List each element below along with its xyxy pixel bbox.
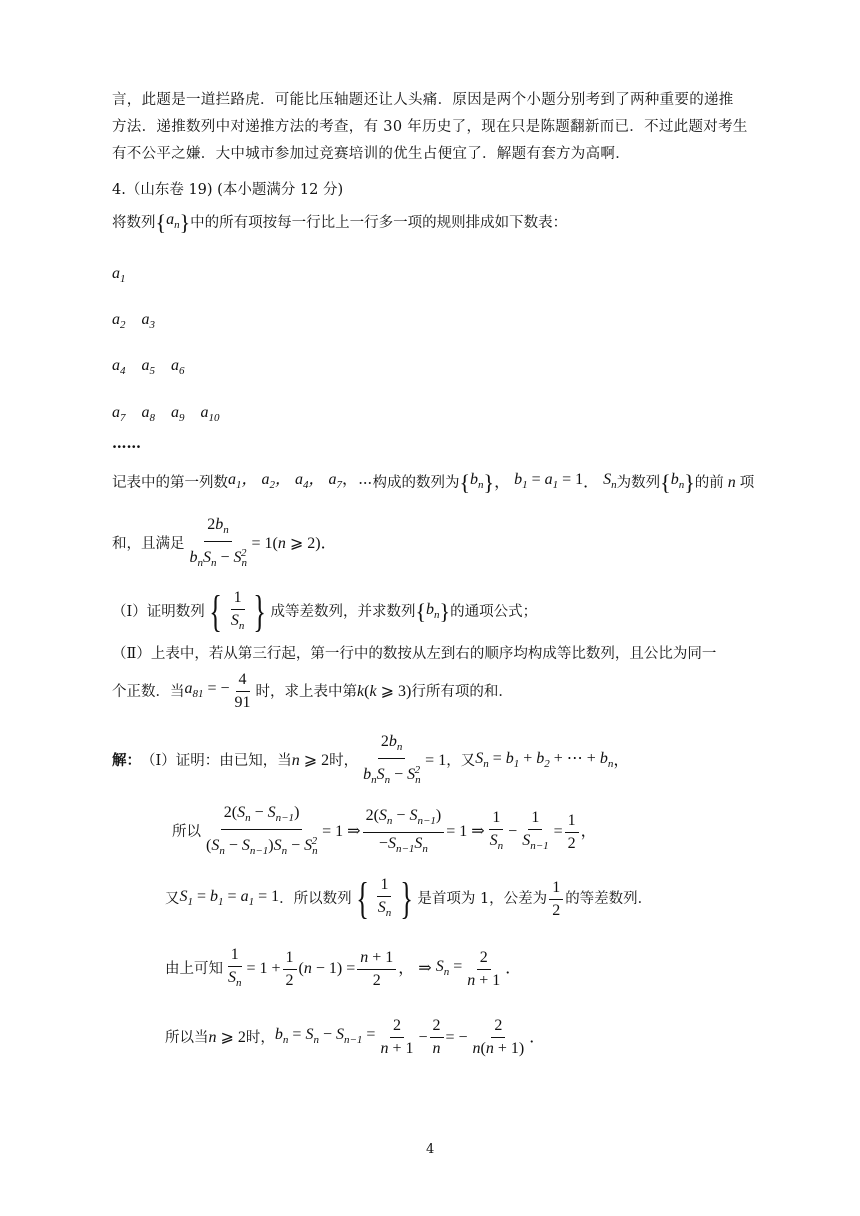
brace-close: }: [483, 469, 495, 495]
condition-rhs: = 1(n ⩾ 2): [251, 535, 321, 552]
line-b-text: 和，且满足: [112, 536, 185, 552]
math-sn-sum: $S_n = b_1 + b_2$ + ⋯ + $b_n$: [475, 749, 614, 770]
table-row-2: $a_2$ $a_3$: [112, 311, 155, 331]
solution-s5b: 时，: [245, 1029, 275, 1046]
brace-open: {: [459, 469, 471, 495]
fraction-1-2: $\frac{1}{2}$: [565, 811, 579, 854]
fraction-1-over-sn: $\frac{1}{S_n}$: [377, 876, 392, 919]
fraction-2-over-n-plus-1: $\frac{2}{n + 1}$: [467, 948, 501, 989]
fraction-1-over-sn-1: $\frac{1}{S_{n-1}}$: [522, 809, 549, 852]
stmt-post: 中的所有项按每一行比上一行多一项的规则排成如下数表：: [190, 214, 568, 231]
solution-s3c: 是首项为 1，公差为: [417, 891, 548, 907]
brace-close: }: [439, 599, 451, 624]
part-2-line-2: [112, 670, 513, 713]
problem-line-a: 记表中的第一列数 $a_1$， $a_2$， $a_4$， $a_7$，⋯ 构成的数列为 { $b_n$ } ， $b_1 = a_1 = 1$ ． $S_n$ 为数列 { $b_n$ } 的前 n 项: [112, 469, 755, 495]
derivation-fraction-1: $\frac{2(S_n - S_{n-1})}{(S_n - S_{n-1})S_n - S_n^2}$: [206, 804, 318, 857]
stmt-pre: 将数列: [112, 214, 156, 231]
part-2-text-c: 行所有项的和．: [411, 683, 513, 700]
brace-close: }: [684, 469, 695, 495]
fraction-1-over-sn: $\frac{1}{S_n}$: [230, 589, 245, 632]
problem-header: 4.（山东卷 19) (本小题满分 12 分): [112, 182, 344, 198]
fraction-2-over-n: $\frac{2}{n}$: [430, 1016, 444, 1059]
problem-statement: [112, 210, 567, 235]
fraction-1-2: $\frac{1}{2}$: [549, 878, 563, 921]
part-2-text-b: 时，求上表中第: [255, 683, 358, 700]
solution-s1c: ，又: [446, 753, 476, 769]
math-sn: $S_n$: [603, 471, 617, 491]
part-1: [112, 588, 537, 636]
big-brace-close: }: [400, 874, 414, 923]
table-row-4: $a_7$ $a_8$ $a_9$ $a_{10}$: [112, 404, 220, 424]
math-an: $a_n$: [166, 211, 180, 231]
part-1-mid: 成等差数列，并求数列: [270, 604, 416, 620]
solution-s3b: ．所以数列: [279, 891, 352, 907]
math-b1-eq: $b_1 = a_1 = 1$: [514, 471, 584, 491]
part-2-text-a: 个正数．当: [112, 683, 185, 700]
fraction-2-over-n-n-plus-1: $\frac{2}{n(n + 1)}$: [472, 1017, 525, 1057]
fraction-1-over-sn: $\frac{1}{S_n}$: [489, 809, 504, 852]
solution-s2a: 所以: [172, 824, 201, 840]
math-n-ge-2: n ⩾ 2: [208, 1028, 246, 1046]
solution-line-1: 解： （Ⅰ）证明：由已知，当 n ⩾ 2 时， $\frac{2b_n}{b_nS_n - S_n^2}$ = 1 ，又 $S_n = b_1 + b_2$ + ⋯ + $b_n$ ，: [112, 732, 629, 790]
brace-open: {: [415, 599, 427, 624]
table-row-3: $a_4$ $a_5$ $a_6$: [112, 357, 185, 377]
math-n: n: [723, 473, 740, 491]
math-n-ge-2: n ⩾ 2: [291, 752, 330, 769]
fraction-1-over-sn: $\frac{1}{S_n}$: [228, 946, 242, 989]
solution-s3d: 的等差数列．: [565, 891, 653, 907]
math-k: k(k ⩾ 3): [357, 682, 412, 700]
intro-paragraph: [112, 87, 752, 168]
solution-s5a: 所以当: [165, 1029, 209, 1046]
math-bn: $b_n$: [426, 600, 440, 621]
solution-s4a: 由上可知: [165, 961, 223, 977]
derivation-fraction-2: $\frac{2(S_n - S_{n-1})}{-S_{n-1}S_n}$: [363, 806, 445, 859]
big-brace-open: {: [355, 874, 369, 923]
table-row-1: $a_1$: [112, 265, 126, 285]
fraction-n-plus-1-over-2: $\frac{n + 1}{2}$: [357, 948, 396, 991]
line-a-text-4: 的前: [694, 474, 724, 491]
line-a-text-3: 为数列: [616, 474, 661, 491]
fraction-2-over-n-plus-1: $\frac{2}{n + 1}$: [380, 1017, 414, 1057]
solution-s3a: 又: [165, 891, 180, 907]
math-bn: $b_n$: [470, 471, 484, 491]
table-ellipsis: ……: [112, 435, 141, 452]
part-2-line-1: （Ⅱ）上表中，若从第三行起，第一行中的数按从左到右的顺序均构成等比数列，且公比为同一: [112, 646, 717, 662]
solution-line-5: 所以当 n ⩾ 2 时， $b_n = S_n - S_{n-1}$ = $\frac{2}{n + 1}$ − $\frac{2}{n}$ = − $\frac{2}{n(n + 1)}$ ．: [165, 1017, 546, 1057]
solution-line-3: [165, 875, 652, 923]
intro-line-2: 方法．递推数列中对递推方法的考查，有 30 年历史了，现在只是陈题翻新而已．不过此题对考生: [112, 119, 748, 135]
condition-fraction: $\frac{2b_n}{b_nS_n - S_n^2}$: [189, 516, 248, 569]
fraction-4-91: $\frac{4}{91}$: [234, 671, 251, 711]
line-a-text-2: 构成的数列为: [372, 474, 460, 491]
math-first-col: $a_1$， $a_2$， $a_4$， $a_7$，⋯: [228, 471, 373, 491]
line-a-text-1: 记表中的第一列数: [112, 474, 228, 491]
solution-line-2: 所以 $\frac{2(S_n - S_{n-1})}{(S_n - S_{n-1})S_n - S_n^2}$ = 1 ⇒ $\frac{2(S_n - S_{n-1})}{-S_{n-1}S_n}$ = 1 ⇒ $\frac{1}{S_n}$ − $\frac{1}{S_{n-1}}$ = $\frac{1}{2}$ ，: [172, 803, 597, 861]
condition-fraction-2: $\frac{2b_n}{b_nS_n - S_n^2}$: [363, 733, 421, 786]
big-brace-close: }: [253, 587, 267, 636]
part-1-post: 的通项公式；: [450, 604, 538, 620]
math-a81: $a_{81}$ = −: [184, 680, 230, 700]
intro-line-1: 言，此题是一道拦路虎．可能比压轴题还让人头痛．原因是两个小题分别考到了两种重要的递推: [112, 92, 734, 108]
math-s1-eq: $S_1 = b_1 = a_1 = 1$: [179, 887, 280, 908]
part-1-pre: （Ⅰ）证明数列: [112, 604, 205, 620]
solution-line-4: 由上可知 $\frac{1}{S_n}$ = 1 + $\frac{1}{2}$ (n − 1) = $\frac{n + 1}{2}$ ， ⇒ $S_n$ = $\frac{2}{n + 1}$ ．: [165, 945, 521, 993]
line-a-text-5: 项: [739, 474, 755, 491]
solution-s1b: 时，: [329, 753, 359, 769]
intro-line-3: 有不公平之嫌．大中城市参加过竞赛培训的优生占便宜了．解题有套方为高啊．: [112, 146, 630, 162]
math-bn: $b_n$: [670, 471, 685, 491]
solution-label: 解：: [112, 752, 141, 769]
page-number: 4: [426, 1142, 435, 1157]
brace-open: {: [155, 209, 167, 235]
fraction-1-2: $\frac{1}{2}$: [283, 948, 297, 991]
problem-line-b: 和，且满足 $\frac{2b_n}{b_nS_n - S_n^2}$ = 1(n ⩾ 2) ．: [112, 515, 337, 573]
solution-s1a: （Ⅰ）证明：由已知，当: [141, 753, 292, 769]
brace-close: }: [179, 209, 191, 235]
big-brace-open: {: [208, 587, 222, 636]
brace-open: {: [660, 469, 671, 495]
